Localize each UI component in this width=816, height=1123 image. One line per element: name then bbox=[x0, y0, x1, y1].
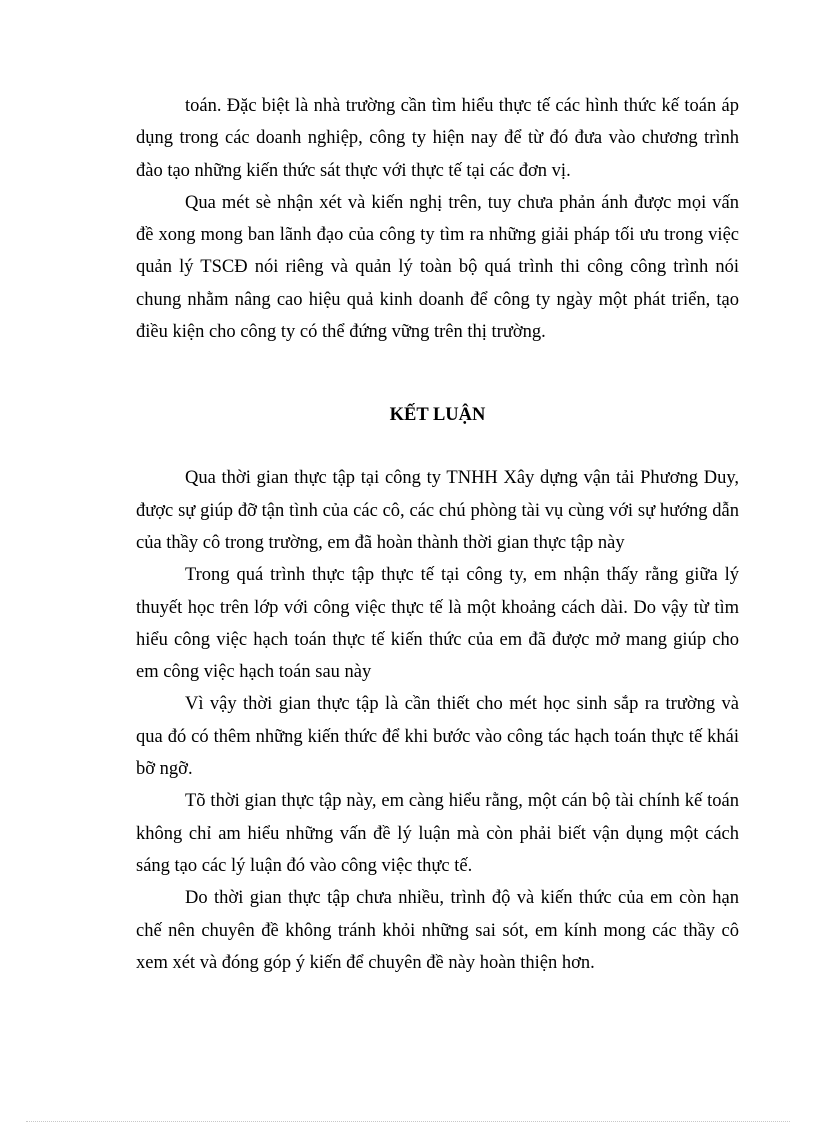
paragraph-continuation: toán. Đặc biệt là nhà trường cần tìm hiểu thực tế các hình thức kế toán áp dụng trong các doanh nghiệp, công ty hiện nay để từ đó đưa vào chương trình đào tạo những kiến thức sát thực với thực tế tại các đơn vị. bbox=[136, 96, 739, 181]
document-page bbox=[136, 90, 739, 979]
spacer bbox=[136, 348, 739, 399]
conclusion-paragraph-3: Vì vậy thời gian thực tập là cần thiết cho mét học sinh sắp ra trường và qua đó có thêm những kiến thức để khi bước vào công tác hạch toán thực tế khái bỡ ngỡ. bbox=[136, 694, 739, 780]
spacer bbox=[136, 431, 739, 462]
conclusion-paragraph-1: Qua thời gian thực tập tại công ty TNHH Xây dựng vận tải Phương Duy, được sự giúp đỡ tận tình của các cô, các chú phòng tài vụ cùng với sự hướng dẫn của thầy cô trong trường, em đã hoàn thành thời gian thực tập này bbox=[136, 468, 739, 553]
paragraph-recommendations: Qua mét sè nhận xét và kiến nghị trên, tuy chưa phản ánh được mọi vấn đề xong mong ban lãnh đạo của công ty tìm ra những giải pháp tối ưu trong việc quản lý TSCĐ nói riêng và quản lý toàn bộ quá trình thi công công trình nói chung nhằm nâng cao hiệu quả kinh doanh để công ty ngày một phát triển, tạo điều kiện cho công ty có thể đứng vững trên thị trường. bbox=[136, 192, 739, 343]
section-title-conclusion: KẾT LUẬN bbox=[389, 405, 486, 426]
page-bottom-rule bbox=[26, 1121, 790, 1122]
conclusion-paragraph-2: Trong quá trình thực tập thực tế tại công ty, em nhận thấy rằng giữa lý thuyết học trên lớp với công việc thực tế là một khoảng cách dài. Do vậy từ tìm hiểu công việc hạch toán thực tế kiến thức của em đã được mở mang giúp cho em công việc hạch toán sau này bbox=[136, 565, 739, 683]
conclusion-paragraph-4: Tõ thời gian thực tập này, em càng hiểu rằng, một cán bộ tài chính kế toán không chỉ am hiểu những vấn đề lý luận mà còn phải biết vận dụng một cách sáng tạo các lý luận đó vào công việc thực tế. bbox=[136, 791, 739, 876]
conclusion-paragraph-5: Do thời gian thực tập chưa nhiều, trình độ và kiến thức của em còn hạn chế nên chuyên đề không tránh khỏi những sai sót, em kính mong các thầy cô xem xét và đóng góp ý kiến để chuyên đề này hoàn thiện hơn. bbox=[136, 888, 739, 973]
